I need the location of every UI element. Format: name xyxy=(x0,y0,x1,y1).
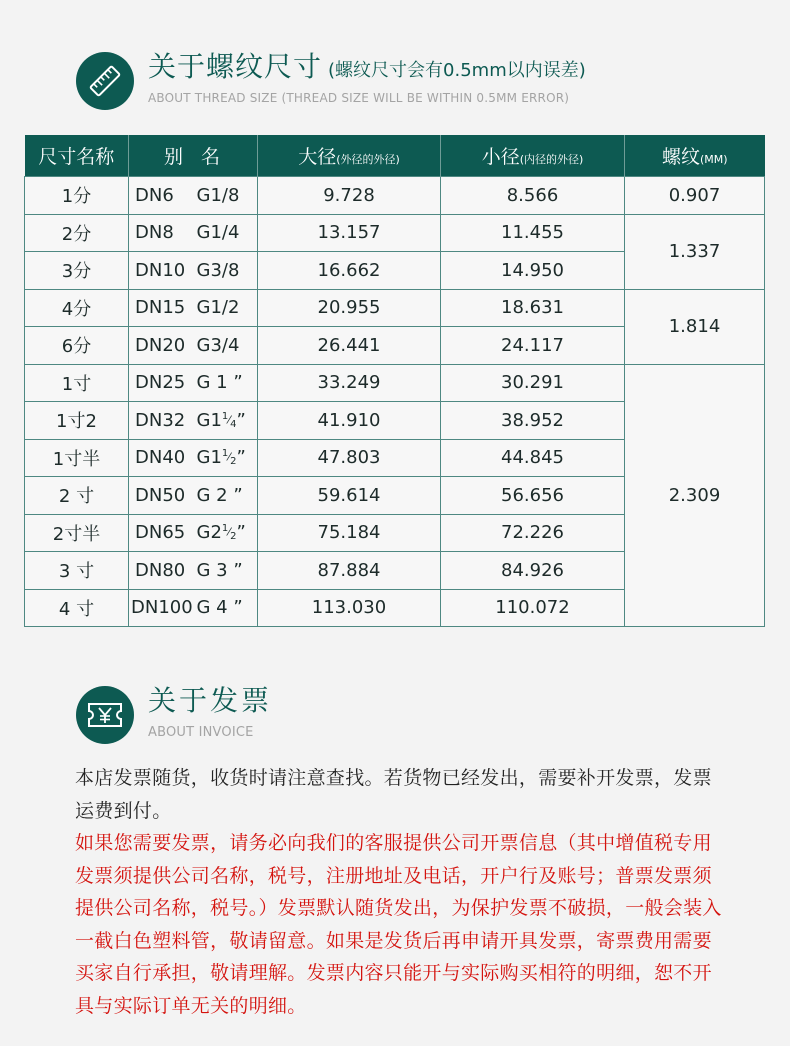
cell-dn: DN6 xyxy=(129,177,195,215)
cell-size: 4 寸 xyxy=(25,589,129,627)
cell-g: G1/4 xyxy=(195,214,258,252)
cell-size: 2 寸 xyxy=(25,477,129,515)
cell-minor: 18.631 xyxy=(441,289,625,327)
cell-size: 3 寸 xyxy=(25,552,129,590)
invoice-subtitle: ABOUT INVOICE xyxy=(148,724,254,740)
cell-thread-pitch: 0.907 xyxy=(625,177,765,215)
cell-thread-pitch: 2.309 xyxy=(625,364,765,627)
cell-minor: 110.072 xyxy=(441,589,625,627)
cell-major: 13.157 xyxy=(258,214,441,252)
cell-major: 75.184 xyxy=(258,514,441,552)
thread-size-header xyxy=(76,52,586,110)
cell-dn: DN32 xyxy=(129,402,195,440)
cell-major: 20.955 xyxy=(258,289,441,327)
thread-size-note: (螺纹尺寸会有0.5mm以内误差) xyxy=(328,60,586,81)
cell-minor: 56.656 xyxy=(441,477,625,515)
cell-size: 3分 xyxy=(25,252,129,290)
cell-major: 47.803 xyxy=(258,439,441,477)
cell-g: G 3 ” xyxy=(195,552,258,590)
table-row xyxy=(25,364,765,402)
cell-minor: 14.950 xyxy=(441,252,625,290)
invoice-header xyxy=(76,686,272,744)
invoice-notice-paragraph: 如果您需要发票，请务必向我们的客服提供公司开票信息（其中增值税专用发票须提供公司名称，税号，注册地址及电话，开户行及账号；普票发票须提供公司名称，税号。）发票默认随货发出，为保护发票不破损，一般会装入一截白色塑料管，敬请留意。如果是发货后再申请开具发票，寄票费用需要买家自行承担，敬请理解。发票内容只能开与实际购买相符的明细，恕不开具与实际订单无关的明细。 xyxy=(75,832,722,1017)
cell-minor: 30.291 xyxy=(441,364,625,402)
cell-g: $G1^1⁄_4$” xyxy=(195,402,258,440)
cell-size: 1分 xyxy=(25,177,129,215)
table-row xyxy=(25,289,765,327)
cell-major: 87.884 xyxy=(258,552,441,590)
cell-major: 113.030 xyxy=(258,589,441,627)
cell-size: 4分 xyxy=(25,289,129,327)
cell-g: G1/8 xyxy=(195,177,258,215)
invoice-body xyxy=(75,762,725,1022)
header-alias: 别 名 xyxy=(129,135,258,177)
cell-size: 1寸半 xyxy=(25,439,129,477)
thread-size-subtitle: ABOUT THREAD SIZE (THREAD SIZE WILL BE WITHIN 0.5MM ERROR) xyxy=(148,90,570,105)
cell-major: 9.728 xyxy=(258,177,441,215)
cell-g: G3/4 xyxy=(195,327,258,365)
header-major-diameter: 大径(外径的外径) xyxy=(258,135,441,177)
cell-dn: DN40 xyxy=(129,439,195,477)
cell-minor: 8.566 xyxy=(441,177,625,215)
cell-g: G1/2 xyxy=(195,289,258,327)
invoice-title: 关于发票 xyxy=(148,684,273,717)
cell-g: G3/8 xyxy=(195,252,258,290)
cell-dn: DN10 xyxy=(129,252,195,290)
ruler-icon xyxy=(76,52,134,110)
cell-g: $G2^1⁄_2$” xyxy=(195,514,258,552)
cell-minor: 24.117 xyxy=(441,327,625,365)
cell-g: $G1^1⁄_2$” xyxy=(195,439,258,477)
cell-size: 2寸半 xyxy=(25,514,129,552)
cell-dn: DN15 xyxy=(129,289,195,327)
cell-dn: DN80 xyxy=(129,552,195,590)
cell-size: 2分 xyxy=(25,214,129,252)
header-size: 尺寸名称 xyxy=(25,135,129,177)
cell-g: G 4 ” xyxy=(195,589,258,627)
table-row xyxy=(25,214,765,252)
header-minor-diameter: 小径(内径的外径) xyxy=(441,135,625,177)
cell-major: 16.662 xyxy=(258,252,441,290)
cell-g: G 2 ” xyxy=(195,477,258,515)
cell-dn: DN8 xyxy=(129,214,195,252)
table-row xyxy=(25,177,765,215)
thread-size-title: 关于螺纹尺寸 (螺纹尺寸会有0.5mm以内误差) xyxy=(148,50,586,83)
cell-size: 1寸2 xyxy=(25,402,129,440)
cell-dn: DN20 xyxy=(129,327,195,365)
cell-minor: 44.845 xyxy=(441,439,625,477)
cell-minor: 38.952 xyxy=(441,402,625,440)
cell-minor: 72.226 xyxy=(441,514,625,552)
cell-dn: DN25 xyxy=(129,364,195,402)
thread-size-table xyxy=(24,135,765,627)
cell-minor: 84.926 xyxy=(441,552,625,590)
header-thread-pitch: 螺纹(MM) xyxy=(625,135,765,177)
table-header-row xyxy=(25,135,765,177)
cell-dn: DN100 xyxy=(129,589,195,627)
cell-major: 26.441 xyxy=(258,327,441,365)
invoice-paragraph: 本店发票随货，收货时请注意查找。若货物已经发出，需要补开发票，发票运费到付。 xyxy=(75,767,712,822)
cell-thread-pitch: 1.814 xyxy=(625,289,765,364)
cell-major: 59.614 xyxy=(258,477,441,515)
cell-g: G 1 ” xyxy=(195,364,258,402)
cell-thread-pitch: 1.337 xyxy=(625,214,765,289)
cell-major: 41.910 xyxy=(258,402,441,440)
cell-dn: DN65 xyxy=(129,514,195,552)
ticket-yen-icon xyxy=(76,686,134,744)
cell-dn: DN50 xyxy=(129,477,195,515)
cell-minor: 11.455 xyxy=(441,214,625,252)
cell-size: 6分 xyxy=(25,327,129,365)
cell-major: 33.249 xyxy=(258,364,441,402)
cell-size: 1寸 xyxy=(25,364,129,402)
